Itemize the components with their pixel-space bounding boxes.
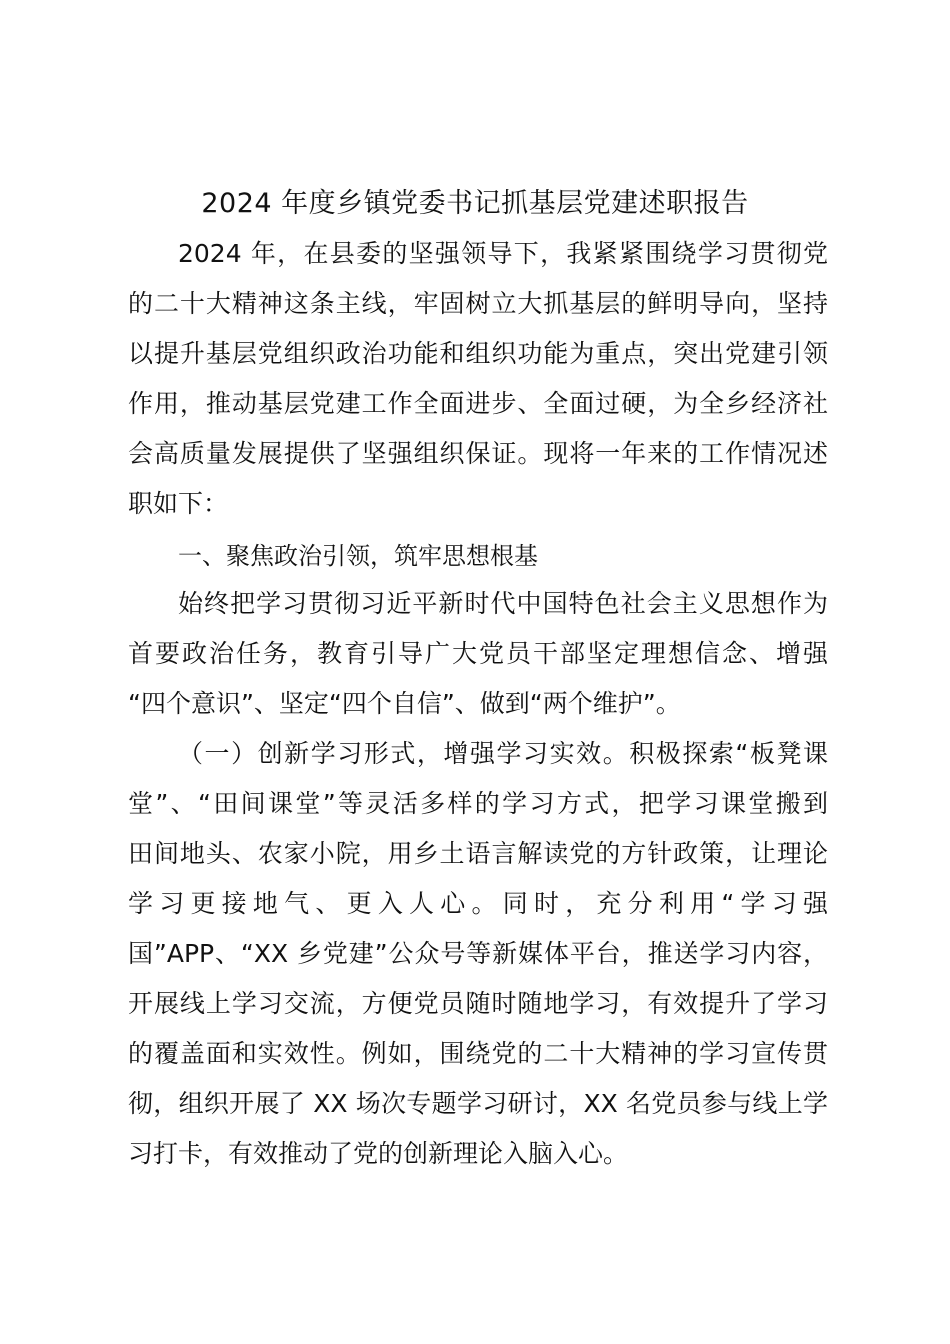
paragraph-1-line-2: 的二十大精神这条主线，牢固树立大抓基层的鲜明导向，坚持	[128, 289, 828, 318]
paragraph-1-line-1: 2024 年，在县委的坚强领导下，我紧紧围绕学习贯彻党	[178, 239, 828, 268]
paragraph-2-line-2: 首要政治任务，教育引导广大党员干部坚定理想信念、增强	[128, 639, 828, 668]
paragraph-3-line-6: 开展线上学习交流，方便党员随时随地学习，有效提升了学习	[128, 989, 828, 1018]
paragraph-3-line-4: 学习更接地气、更入人心。同时，充分利用“学习强	[128, 889, 828, 918]
section-heading-1: 一、聚焦政治引领，筑牢思想根基	[178, 542, 538, 570]
paragraph-3-line-5: 国”APP、“XX 乡党建”公众号等新媒体平台，推送学习内容，	[128, 939, 828, 968]
paragraph-1-line-6: 职如下：	[128, 489, 229, 518]
paragraph-3-line-9: 习打卡，有效推动了党的创新理论入脑入心。	[128, 1139, 629, 1168]
paragraph-2-line-3: “四个意识”、坚定“四个自信”、做到“两个维护”。	[128, 689, 681, 718]
paragraph-3-line-8: 彻，组织开展了 XX 场次专题学习研讨，XX 名党员参与线上学	[128, 1089, 828, 1118]
paragraph-2-line-1: 始终把学习贯彻习近平新时代中国特色社会主义思想作为	[178, 589, 828, 618]
paragraph-3-line-2: 堂”、“田间课堂”等灵活多样的学习方式，把学习课堂搬到	[128, 789, 828, 818]
paragraph-1-line-3: 以提升基层党组织政治功能和组织功能为重点，突出党建引领	[128, 339, 828, 368]
paragraph-3-line-1: （一）创新学习形式，增强学习实效。积极探索“板凳课	[178, 739, 828, 768]
paragraph-3-line-3: 田间地头、农家小院，用乡土语言解读党的方针政策，让理论	[128, 839, 828, 868]
paragraph-3-line-7: 的覆盖面和实效性。例如，围绕党的二十大精神的学习宣传贯	[128, 1039, 828, 1068]
paragraph-1-line-4: 作用，推动基层党建工作全面进步、全面过硬，为全乡经济社	[128, 389, 828, 418]
document-title: 2024 年度乡镇党委书记抓基层党建述职报告	[201, 188, 749, 219]
paragraph-1-line-5: 会高质量发展提供了坚强组织保证。现将一年来的工作情况述	[128, 439, 828, 468]
